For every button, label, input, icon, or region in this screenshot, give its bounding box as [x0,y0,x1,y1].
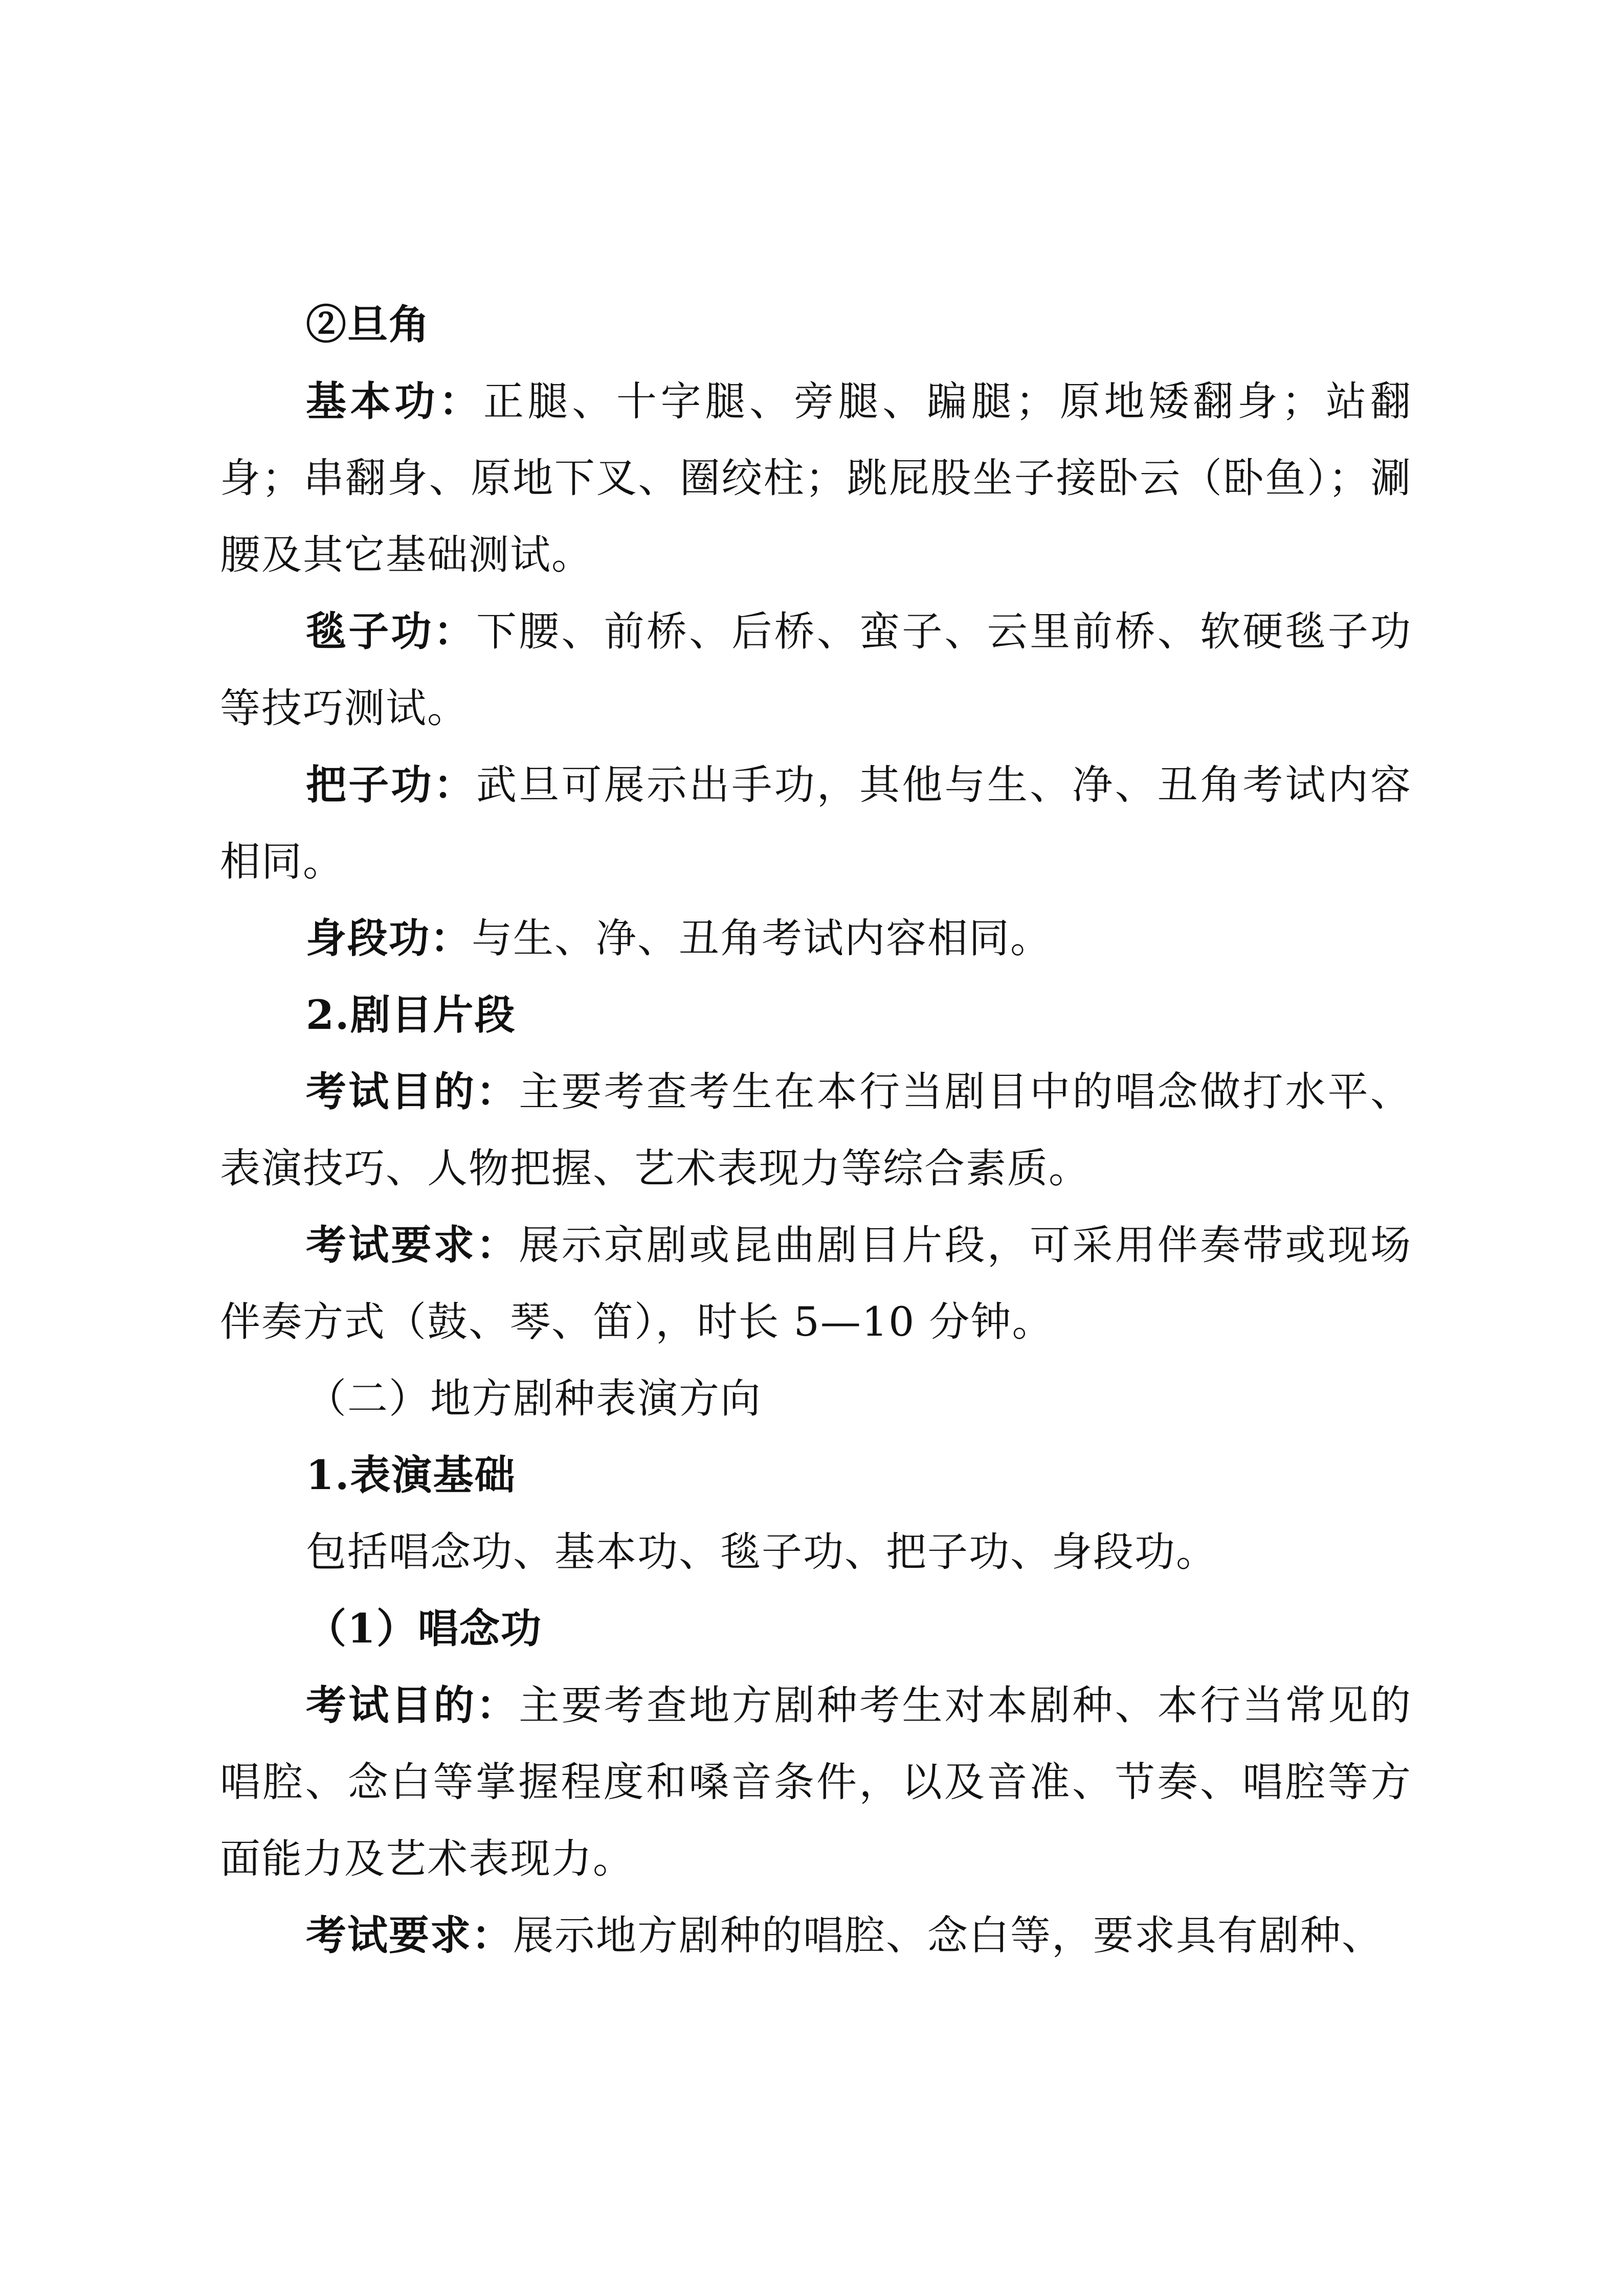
text-singing-requirements: 展示地方剧种的唱腔、念白等，要求具有剧种、 [513,1912,1383,1959]
label-basic-skills: 基本功： [306,377,483,425]
label-singing-requirements: 考试要求： [306,1911,513,1959]
label-exam-purpose: 考试目的： [306,1068,519,1115]
paragraph-singing-requirements [220,1897,1412,1974]
paragraph-basic-skills [220,363,1412,593]
paragraph-singing-purpose [220,1667,1412,1897]
label-weapon-skills: 把子功： [306,761,476,808]
section-title-performance-basics: 1.表演基础 [306,1451,516,1499]
label-carpet-skills: 毯子功： [306,607,476,655]
paragraph-includes: 包括唱念功、基本功、毯子功、把子功、身段功。 [306,1528,1217,1575]
subsection-title-dan: ②旦角 [306,301,430,348]
paragraph-weapon-skills [220,747,1412,900]
text-basic-skills: 正腿、十字腿、旁腿、蹁腿；原地矮翻身；站翻身；串翻身、原地下叉、圈绞柱；跳屁股坐子接卧云（卧鱼）；涮腰及其它基础测试。 [220,378,1412,578]
text-exam-requirements: 展示京剧或昆曲剧目片段，可采用伴奏带或现场伴奏方式（鼓、琴、笛），时长 5—10 分钟。 [220,1222,1412,1345]
label-exam-requirements: 考试要求： [306,1221,519,1269]
text-posture-skills: 与生、净、丑角考试内容相同。 [472,915,1052,962]
paragraph-repertoire-requirements [220,1207,1412,1360]
text-singing-purpose: 主要考查地方剧种考生对本剧种、本行当常见的唱腔、念白等掌握程度和嗓音条件，以及音准、节奏、唱腔等方面能力及艺术表现力。 [220,1682,1412,1882]
label-posture-skills: 身段功： [306,914,472,962]
label-singing-purpose: 考试目的： [306,1681,519,1729]
section-title-repertoire: 2.剧目片段 [306,991,516,1039]
paragraph-posture-skills [220,900,1412,977]
section-heading-local-opera: （二）地方剧种表演方向 [306,1375,762,1422]
text-exam-purpose: 主要考查考生在本行当剧目中的唱念做打水平、表演技巧、人物把握、艺术表现力等综合素质。 [220,1068,1412,1192]
paragraph-repertoire-purpose [220,1053,1412,1207]
paragraph-carpet-skills [220,593,1412,747]
document-body [220,286,1412,1974]
subsection-title-singing: （1）唱念功 [306,1605,542,1652]
text-carpet-skills: 下腰、前桥、后桥、蛮子、云里前桥、软硬毯子功等技巧测试。 [220,608,1412,732]
text-weapon-skills: 武旦可展示出手功，其他与生、净、丑角考试内容相同。 [220,761,1412,885]
